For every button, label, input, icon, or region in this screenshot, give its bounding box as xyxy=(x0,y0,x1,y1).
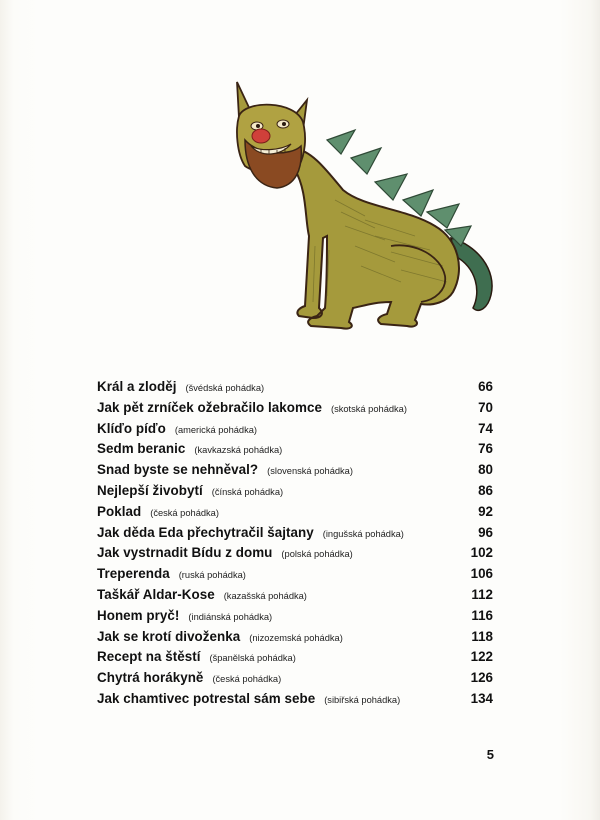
toc-entry-page: 102 xyxy=(470,545,493,561)
toc-entry[interactable] xyxy=(97,585,493,606)
toc-entry-origin: (ingušská pohádka) xyxy=(322,528,404,539)
toc-entry-page: 118 xyxy=(471,628,493,644)
toc-entry-origin: (indiánská pohádka) xyxy=(188,611,273,622)
toc-entry-origin: (čínská pohádka) xyxy=(211,486,284,497)
toc-entry[interactable] xyxy=(97,377,493,398)
toc-entry[interactable] xyxy=(97,439,493,460)
toc-entry[interactable] xyxy=(97,647,493,668)
toc-entry-origin: (sibiřská pohádka) xyxy=(324,694,401,705)
toc-entry-page: 122 xyxy=(470,649,493,665)
toc-entry-title: Nejlepší živobytí xyxy=(97,482,203,498)
toc-entry[interactable] xyxy=(97,627,493,648)
toc-entry-page: 76 xyxy=(478,441,493,457)
toc-entry-page: 70 xyxy=(478,399,493,415)
toc-entry-origin: (kazašská pohádka) xyxy=(223,590,307,601)
toc-entry-title: Král a zloděj xyxy=(97,379,177,394)
toc-entry[interactable] xyxy=(97,460,493,481)
toc-entry-title: Taškář Aldar-Kose xyxy=(97,586,215,602)
creature-body xyxy=(293,148,459,329)
toc-entry-origin: (americká pohádka) xyxy=(174,424,258,435)
toc-entry-origin: (nizozemská pohádka) xyxy=(249,632,343,643)
toc-entry-title: Sedm beranic xyxy=(97,441,186,457)
toc-entry-origin: (ruská pohádka) xyxy=(178,570,246,581)
toc-entry-page: 116 xyxy=(471,607,493,623)
toc-entry-origin: (skotská pohádka) xyxy=(330,403,407,414)
toc-entry-title: Chytrá horákyně xyxy=(97,670,204,686)
toc-entry-title: Jak pět zrníček ožebračilo lakomce xyxy=(97,399,322,415)
toc-entry-page: 66 xyxy=(478,379,493,394)
toc-entry-origin: (česká pohádka) xyxy=(212,674,282,685)
toc-entry[interactable] xyxy=(97,523,493,544)
toc-entry-page: 134 xyxy=(470,690,493,706)
toc-entry[interactable] xyxy=(97,502,493,523)
toc-entry-origin: (polská pohádka) xyxy=(281,549,353,560)
toc-entry-page: 92 xyxy=(478,503,493,519)
toc-entry-title: Recept na štěstí xyxy=(97,649,201,665)
toc-entry[interactable] xyxy=(97,419,493,440)
toc-entry[interactable] xyxy=(97,606,493,627)
toc-entry-title: Snad byste se nehněval? xyxy=(97,462,259,478)
toc-entry[interactable] xyxy=(97,543,493,564)
toc-entry[interactable] xyxy=(97,668,493,689)
toc-entry-title: Honem pryč! xyxy=(97,607,180,623)
creature-nose xyxy=(252,129,270,143)
toc-entry-origin: (česká pohádka) xyxy=(150,507,219,518)
toc-entry-origin: (švédská pohádka) xyxy=(185,383,265,393)
toc-entry-page: 74 xyxy=(478,420,493,436)
toc-entry[interactable] xyxy=(97,481,493,502)
toc-entry-title: Jak děda Eda přechytračil šajtany xyxy=(97,524,314,540)
toc-entry[interactable] xyxy=(97,398,493,419)
page-number: 5 xyxy=(486,747,494,762)
toc-entry-origin: (španělská pohádka) xyxy=(209,653,296,664)
toc-entry-page: 106 xyxy=(470,566,493,582)
toc-entry[interactable] xyxy=(97,564,493,585)
toc-entry-page: 86 xyxy=(478,482,493,498)
toc-entry-title: Jak vystrnadit Bídu z domu xyxy=(97,545,273,561)
toc-entry-title: Klíďo píďo xyxy=(97,420,166,436)
toc-entry-page: 80 xyxy=(478,462,493,478)
toc-entry-title: Jak chamtivec potrestal sám sebe xyxy=(97,690,316,706)
table-of-contents xyxy=(97,377,493,710)
toc-entry-title: Poklad xyxy=(97,503,142,519)
toc-entry-origin: (kavkazská pohádka) xyxy=(194,445,283,456)
toc-entry-page: 96 xyxy=(478,524,493,540)
toc-entry-title: Treperenda xyxy=(97,566,170,582)
toc-entry-page: 126 xyxy=(470,670,493,686)
toc-entry[interactable] xyxy=(97,689,493,710)
toc-entry-title: Jak se krotí divoženka xyxy=(97,628,241,644)
toc-entry-page: 112 xyxy=(471,586,493,602)
creature-illustration xyxy=(215,70,505,340)
toc-entry-origin: (slovenská pohádka) xyxy=(267,466,353,477)
